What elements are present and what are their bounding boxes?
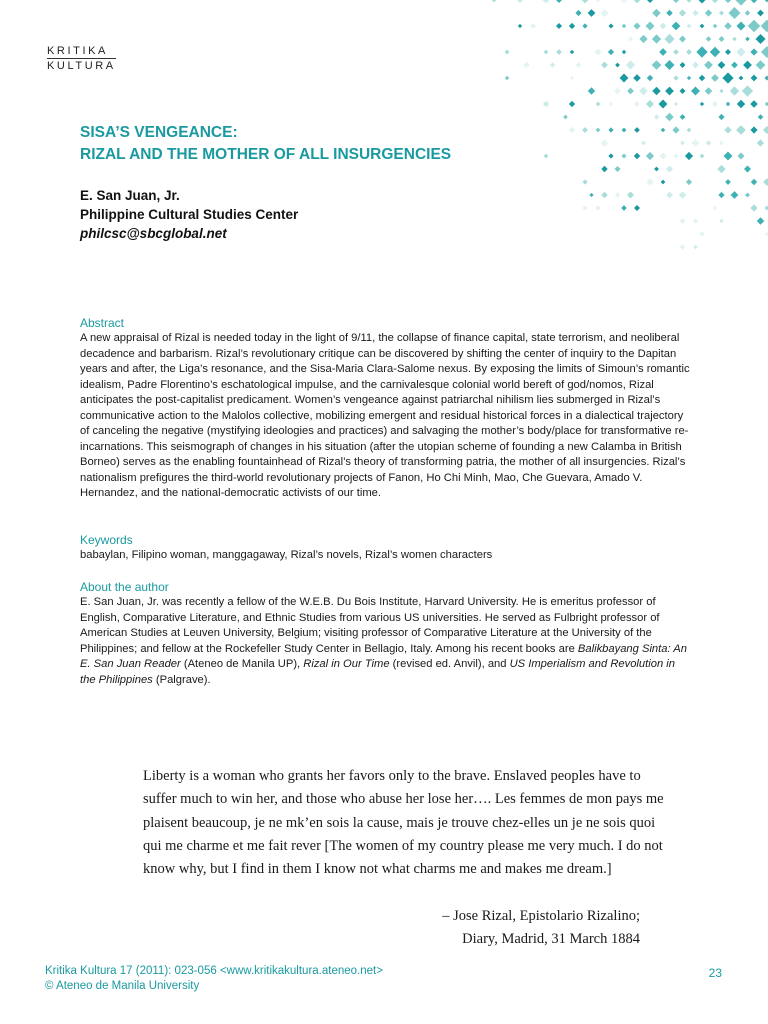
decor-diamond [646, 178, 653, 185]
decor-diamond [628, 37, 633, 42]
decor-diamond [620, 74, 629, 83]
decor-diamond [627, 191, 634, 198]
book-title-us-imperialism: US Imperialism and Revolution in the Philippines [80, 658, 675, 686]
decor-diamond [582, 205, 587, 210]
author-block [80, 186, 298, 243]
decor-diamond [524, 62, 530, 68]
decor-diamond [680, 62, 686, 68]
decor-diamond [680, 244, 686, 250]
about-text-part-3: (revised ed. Anvil), and [389, 658, 510, 670]
decor-diamond [706, 140, 711, 145]
footer-citation: Kritika Kultura 17 (2011): 023-056 <www.kritikakultura.ateneo.net> [45, 965, 383, 977]
decor-diamond [661, 128, 666, 133]
decor-diamond [723, 151, 732, 160]
decor-diamond [664, 34, 674, 44]
decor-diamond [641, 141, 646, 146]
decor-diamond [686, 0, 691, 3]
epigraph-quote: Liberty is a woman who grants her favors only to the brave. Enslaved peoples have to suffer much to win her, and those who abuse her lose her…. Les femmes de mon pays me plaisent beaucoup, je ne mk’en sois la cause, mais je trouve chez-elles un je ne sois quoi qui me charme et me fait rever [The women of my country please me very much. I do not know why, but I find in them I know not what charms me and makes me dream.] [143, 768, 664, 878]
decor-diamond [673, 0, 679, 3]
decor-diamond [742, 85, 753, 96]
decor-diamond [626, 60, 635, 69]
decor-diamond [588, 9, 596, 17]
decor-diamond [686, 179, 692, 185]
journal-logo [47, 45, 116, 73]
decor-diamond [639, 87, 647, 95]
decor-diamond [705, 87, 713, 95]
decor-diamond [646, 152, 654, 160]
decor-diamond [680, 141, 685, 146]
decor-diamond [693, 218, 699, 224]
decor-diamond [712, 0, 718, 3]
decor-diamond [569, 23, 575, 29]
decor-diamond [614, 166, 620, 172]
page-number: 23 [708, 966, 722, 980]
decor-diamond [588, 87, 595, 94]
decor-diamond [615, 63, 620, 68]
decor-diamond [719, 219, 723, 223]
decor-diamond [652, 9, 661, 18]
decor-diamond [750, 126, 757, 133]
decor-diamond [596, 102, 601, 107]
decor-diamond [758, 114, 764, 120]
decor-diamond [757, 139, 764, 146]
about-text-part-2: (Ateneo de Manila UP), [180, 658, 304, 670]
decor-diamond [582, 179, 587, 184]
decor-diamond [492, 0, 497, 2]
decor-diamond [730, 86, 739, 95]
decor-diamond [761, 46, 768, 58]
decor-diamond [757, 217, 764, 224]
decor-diamond [699, 231, 705, 237]
decor-diamond [699, 75, 706, 82]
decor-diamond [582, 0, 589, 3]
about-author-heading: About the author [80, 580, 169, 594]
decor-diamond [582, 23, 587, 28]
decor-diamond [621, 205, 627, 211]
decor-diamond [719, 36, 725, 42]
decor-diamond [544, 50, 549, 55]
book-title-balikbayang-sinta: Balikbayang Sinta: An E. San Juan Reader [80, 642, 687, 670]
decor-diamond [652, 34, 661, 43]
decor-diamond [645, 21, 654, 30]
decor-diamond [652, 60, 662, 70]
decor-diamond [544, 154, 549, 159]
decor-diamond [710, 47, 721, 58]
decor-diamond [652, 87, 660, 95]
decor-diamond [711, 74, 719, 82]
decor-diamond [718, 192, 724, 198]
decor-diamond [659, 100, 668, 109]
decor-diamond [589, 193, 593, 197]
keywords-heading: Keywords [80, 533, 133, 547]
decor-diamond [748, 20, 761, 33]
decor-diamond [530, 23, 536, 29]
decor-diamond [763, 126, 768, 134]
decor-diamond [679, 88, 685, 94]
attribution-line-1: – Jose Rizal, Epistolario Rizalino; [442, 908, 640, 924]
decor-diamond [726, 102, 730, 106]
decor-diamond [608, 127, 613, 132]
attribution-line-2: Diary, Madrid, 31 March 1884 [462, 931, 640, 947]
decor-diamond [576, 62, 582, 68]
decor-diamond [704, 61, 713, 70]
decor-diamond [731, 62, 738, 69]
decor-diamond [569, 101, 575, 107]
decor-diamond [608, 153, 613, 158]
decor-diamond [601, 166, 607, 172]
author-affiliation: Philippine Cultural Studies Center [80, 207, 299, 222]
keywords-text: babaylan, Filipino woman, manggagaway, Rizal’s novels, Rizal’s women characters [80, 549, 493, 561]
decor-diamond [713, 206, 718, 211]
decor-diamond [609, 102, 613, 106]
decor-diamond [751, 179, 757, 185]
decor-diamond [687, 128, 692, 133]
decor-diamond [596, 0, 600, 2]
decor-diamond [634, 101, 639, 106]
decor-diamond [679, 36, 686, 43]
decor-diamond [718, 61, 726, 69]
decor-diamond [647, 0, 653, 3]
decor-diamond [693, 245, 698, 250]
decor-diamond [706, 36, 711, 41]
decor-diamond [745, 192, 750, 197]
decor-diamond [731, 191, 739, 199]
decor-diamond [719, 89, 723, 93]
decor-diamond [722, 72, 733, 83]
decor-diamond [750, 48, 757, 55]
decor-diamond [735, 0, 746, 6]
decor-diamond [745, 37, 750, 42]
decor-diamond [601, 139, 608, 146]
decor-diamond [666, 166, 673, 173]
decor-diamond [725, 49, 731, 55]
decor-diamond [700, 154, 705, 159]
decor-diamond [700, 24, 705, 29]
decor-diamond [673, 49, 679, 55]
decor-diamond [666, 10, 673, 17]
decor-diamond [556, 23, 562, 29]
book-title-rizal-in-our-time: Rizal in Our Time [303, 658, 390, 670]
decor-diamond [728, 7, 740, 19]
decor-diamond [569, 127, 576, 134]
decor-diamond [621, 0, 628, 3]
decor-diamond [756, 60, 766, 70]
decor-diamond [622, 128, 627, 133]
decor-diamond [633, 74, 641, 82]
decor-diamond [634, 127, 640, 133]
decor-diamond [736, 125, 746, 135]
decor-diamond [615, 192, 620, 197]
decor-diamond [757, 10, 764, 17]
author-name: E. San Juan, Jr. [80, 188, 180, 203]
title-line-2: RIZAL AND THE MOTHER OF ALL INSURGENCIES [80, 146, 452, 163]
decor-diamond [661, 180, 666, 185]
decor-diamond [765, 0, 768, 2]
decor-diamond [596, 128, 601, 133]
decor-diamond [744, 165, 751, 172]
decor-diamond [724, 22, 732, 30]
decor-diamond [543, 0, 550, 3]
decor-diamond [719, 10, 724, 15]
decor-diamond [680, 114, 686, 120]
logo-line-kultura: KULTURA [47, 60, 116, 72]
decor-diamond [674, 102, 678, 106]
decor-diamond [750, 204, 757, 211]
decor-diamond [672, 22, 681, 31]
decor-diamond [750, 100, 758, 108]
decor-diamond [691, 87, 700, 96]
decor-diamond [685, 152, 693, 160]
footer-copyright: © Ateneo de Manila University [45, 980, 200, 992]
epigraph-attribution [400, 905, 640, 951]
decor-diamond [570, 76, 574, 80]
decor-diamond [755, 34, 765, 44]
decor-diamond [724, 126, 731, 133]
decor-diamond [601, 192, 607, 198]
decor-diamond [654, 167, 659, 172]
decor-diamond [575, 10, 581, 16]
decor-diamond [600, 9, 608, 17]
decor-diamond [595, 49, 602, 56]
decor-diamond [665, 87, 674, 96]
about-text-part-1: E. San Juan, Jr. was recently a fellow of the W.E.B. Du Bois Institute, Harvard University. He is emeritus professor of English, Comparative Literature, and Ethnic Studies from various US universities. He served as Fulbright professor of American Studies at Leuven University, Belgium; visiting professor of Comparative Literature at the University of the Philippines; and fellow at the Rockefeller Study Center in Bellagio, Italy. Among his recent books are [80, 596, 660, 655]
decor-diamond [738, 153, 745, 160]
about-text-part-4: (Palgrave). [152, 673, 211, 686]
keywords-section [80, 533, 692, 564]
decor-diamond [672, 126, 679, 133]
decor-diamond [608, 23, 613, 28]
decor-diamond [570, 50, 574, 54]
decor-diamond [739, 76, 744, 81]
decor-diamond [698, 0, 705, 4]
decor-diamond [518, 24, 522, 28]
title-line-1: SISA’S VENGEANCE: [80, 124, 238, 141]
decor-diamond [732, 37, 736, 41]
abstract-heading: Abstract [80, 316, 125, 330]
decor-diamond [718, 114, 724, 120]
decor-diamond [634, 205, 640, 211]
decor-diamond [686, 49, 692, 55]
decor-diamond [737, 100, 745, 108]
decorative-diamond-pattern [468, 0, 768, 260]
decor-diamond [696, 46, 707, 57]
decor-diamond [713, 24, 717, 28]
decor-diamond [679, 9, 686, 16]
decor-diamond [582, 127, 588, 133]
decor-diamond [692, 10, 698, 16]
author-email[interactable]: philcsc@sbcglobal.net [80, 226, 227, 241]
decor-diamond [647, 75, 653, 81]
decor-diamond [601, 62, 608, 69]
about-author-text [80, 595, 692, 688]
page-footer [45, 964, 383, 994]
decor-diamond [660, 23, 667, 30]
decor-diamond [517, 0, 523, 3]
decor-diamond [719, 141, 724, 146]
decor-diamond [556, 49, 562, 55]
decor-diamond [679, 191, 686, 198]
decor-diamond [639, 35, 647, 43]
decor-diamond [659, 152, 666, 159]
decor-diamond [550, 62, 555, 67]
decor-diamond [646, 100, 654, 108]
decor-diamond [634, 0, 641, 3]
decor-diamond [725, 0, 731, 3]
decor-diamond [505, 76, 509, 80]
decor-diamond [608, 49, 614, 55]
decor-diamond [673, 75, 678, 80]
decor-diamond [556, 0, 562, 3]
decor-diamond [664, 60, 674, 70]
decor-diamond [763, 178, 768, 186]
decor-diamond [761, 20, 768, 33]
decor-diamond [736, 47, 745, 56]
decor-diamond [687, 76, 691, 80]
decor-diamond [692, 139, 700, 147]
decor-diamond [717, 165, 725, 173]
abstract-section [80, 316, 692, 502]
decor-diamond [751, 75, 758, 82]
decor-diamond [712, 101, 718, 107]
article-title [80, 122, 451, 166]
decor-diamond [705, 9, 712, 16]
decor-diamond [622, 154, 627, 159]
decor-diamond [751, 0, 757, 3]
decor-diamond [666, 192, 673, 199]
decor-diamond [764, 205, 768, 210]
decor-diamond [654, 114, 659, 119]
decor-diamond [563, 115, 568, 120]
decor-diamond [595, 205, 600, 210]
decor-diamond [743, 61, 752, 70]
decor-diamond [622, 24, 627, 29]
decor-diamond [692, 62, 699, 69]
decor-diamond [665, 113, 674, 122]
decor-diamond [614, 88, 620, 94]
decor-diamond [700, 102, 704, 106]
decor-diamond [687, 24, 692, 29]
decor-diamond [764, 75, 768, 80]
decor-diamond [674, 154, 679, 159]
decor-diamond [737, 22, 746, 31]
decor-diamond [505, 50, 510, 55]
decor-diamond [680, 218, 686, 224]
logo-line-kritika: KRITIKA [47, 45, 108, 57]
decor-diamond [633, 22, 640, 29]
decor-diamond [622, 50, 626, 54]
decor-diamond [745, 10, 750, 15]
abstract-text: A new appraisal of Rizal is needed today in the light of 9/11, the collapse of finance capital, state terrorism, and neoliberal decadence and barbarism. Rizal’s revolutionary critique can be discovered by shifting the center of inquiry to the Dapitan years and after, the Liga’s resonance, and the Sisa-Maria Clara-Salome nexus. By exposing the limits of Simoun’s romantic idealism, Padre Florentino’s eschatological impulse, and the carnivalesque colonial world bereft of god/nomos, Rizal anticipates the post-capitalist predicament. Women’s vengeance against patriarchal nihilism lies submerged in Rizal’s communicative action to the Malolos collective, mobilizing emergent and residual historical forces in a dialectical trajectory of canceling the negative (mystifying ideologies and practices) and salvaging the mother’s body/place for transformative re-incarnations. This seismograph of changes in his situation (after the utopian scheme of founding a new Calamba in British Borneo) serves as the enabling fountainhead of Rizal’s theory of transforming patria, the mother of all insurgencies. Rizal’s nationalism prefigures the third-world revolutionary projects of Fanon, Ho Chi Minh, Mao, Che Guevara, Amado V. Hernandez, and the national-democratic activists of our time. [80, 332, 690, 499]
decor-diamond [634, 153, 641, 160]
decor-diamond [659, 48, 667, 56]
decor-diamond [627, 88, 634, 95]
decor-diamond [543, 101, 549, 107]
decor-diamond [725, 179, 731, 185]
about-author-section [80, 580, 692, 688]
